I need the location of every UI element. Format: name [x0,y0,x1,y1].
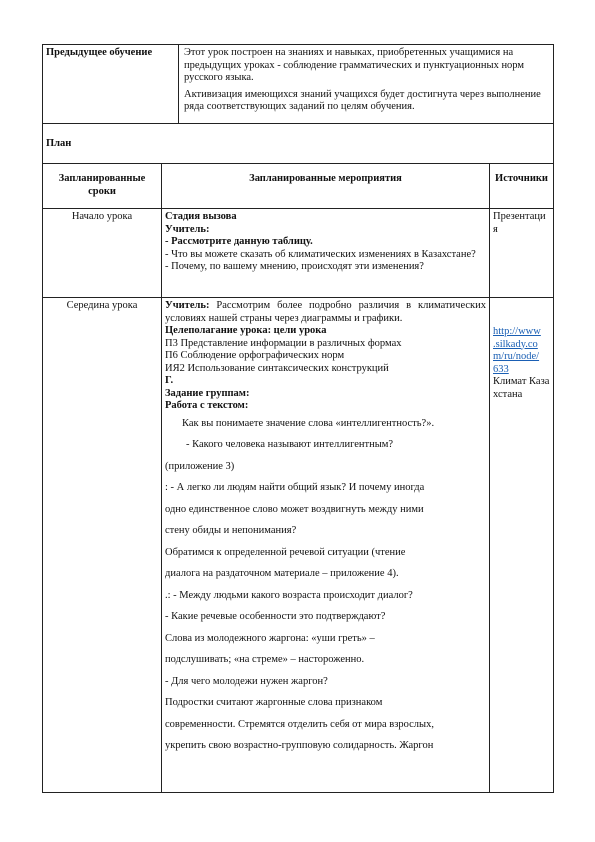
header-planned-time [43,164,162,209]
link-part: m/ru/node/ [493,351,540,362]
text-line: - Какого человека называют интеллигентным? [186,439,394,450]
goal-item: П6 Соблюдение орфографических норм [165,350,345,361]
row-middle-stage [43,298,162,793]
header-planned-activities-text: Запланированные мероприятия [249,173,402,184]
link-part: .silkady.co [493,338,538,350]
plan-table [42,123,554,793]
row-start-stage-text: Начало урока [71,211,133,222]
text-line: - Для чего молодежи нужен жаргон? [165,675,328,687]
text-line: Как вы понимаете значение слова «интеллигентность?». [182,417,435,429]
plan-title: План [46,138,72,149]
previous-learning-table [42,44,554,124]
previous-learning-p2: Активизация имеющихся знаний учащихся будет достигнута через выполнение ряда соответствующих заданий по целям обучения. [184,88,541,112]
previous-learning-label: Предыдущее обучение [46,47,153,58]
teacher-label: Учитель: [165,223,210,235]
source-link[interactable] [493,326,541,375]
text-line: современности. Стремятся отделить себя от мира взрослых, [165,718,434,730]
text-line: : - А легко ли людям найти общий язык? И почему иногда [165,482,425,493]
goals-title: Целеполагание урока: цели урока [165,325,327,336]
text-line: Слова из молодежного жаргона: «уши греть» – [165,632,375,644]
row-middle-activities [162,298,490,793]
text-line: Обратимся к определенной речевой ситуации (чтение [165,546,406,558]
source-climate-kazakhstan: Климат Казахстана [493,376,550,400]
text-line: стену обиды и непонимания? [165,525,297,536]
header-sources [490,164,554,209]
text-line: .: - Между людьми какого возраста происходит диалог? [165,589,413,601]
previous-learning-p1: Этот урок построен на знаниях и навыках, приобретенных учащимися на предыдущих уроках - соблюдение грамматических и пунктуационных норм русского языка. [184,47,525,83]
link-part: http://www [493,326,541,337]
source-presentation: Презентация [493,211,546,235]
goal-item: ИЯ2 Использование синтаксических конструкций [165,362,389,374]
header-sources-text: Источники [495,173,548,184]
row-middle-stage-text: Середина урока [66,300,138,311]
task-title: Задание группам: [165,387,250,399]
text-line: диалога на раздаточном материале – приложение 4). [165,568,399,579]
text-line: Подростки считают жаргонные слова признаком [165,697,383,708]
group-marker: Г. [165,375,174,386]
middle-intro [165,300,486,325]
text-line: - Какие речевые особенности это подтверждают? [165,611,386,622]
header-planned-time-text: Запланированные сроки [58,173,146,197]
row-start-stage [43,209,162,298]
plan-title-cell [43,124,554,164]
question-why-changes: - Почему, по вашему мнению, происходят эти изменения? [165,261,424,272]
row-start-sources [490,209,554,298]
text-line: укрепить свою возрастно-групповую солидарность. Жаргон [165,740,434,751]
previous-learning-text-cell [179,45,554,124]
middle-intro-teacher: Учитель: [165,300,210,311]
goal-item: П3 Представление информации в различных формах [165,337,402,349]
middle-intro-text: Рассмотрим более подробно различия в климатических условиях нашей страны через диаграммы и графики. [165,300,486,324]
work-title: Работа с текстом: [165,400,249,411]
text-line: одно единственное слово может воздвигнуть между ними [165,503,424,515]
previous-learning-label-cell [43,45,179,124]
row-middle-sources [490,298,554,793]
link-part: 633 [493,363,509,375]
header-planned-activities [162,164,490,209]
question-climate-change: - Что вы можете сказать об климатических изменениях в Казахстане? [165,248,476,260]
text-line: (приложение 3) [165,460,235,472]
text-line: подслушивать; «на стреме» – настороженно. [165,654,365,665]
row-start-activities [162,209,490,298]
text-work-lines [165,413,486,757]
instruction-text: - Рассмотрите данную таблицу. [165,236,313,247]
challenge-stage-title: Стадия вызова [165,211,237,222]
